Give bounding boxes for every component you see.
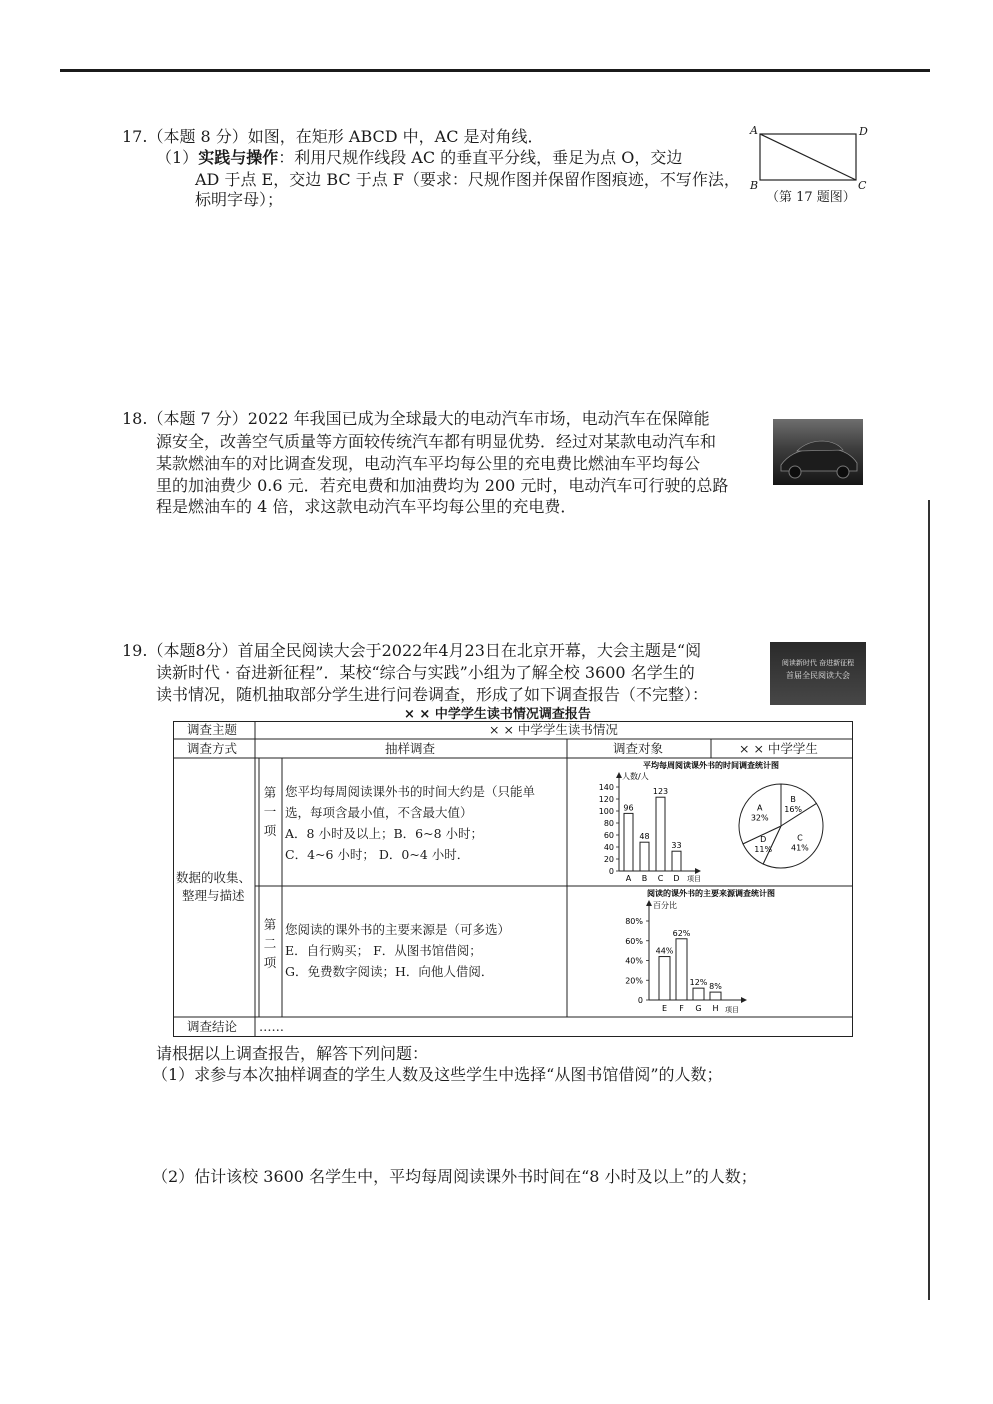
data-label-2: 整理与描述 [182, 888, 245, 903]
chart2-bar-E [659, 957, 670, 1000]
chart2-category-F: F [679, 1004, 684, 1013]
q19-part-1: （1）求参与本次抽样调查的学生人数及这些学生中选择“从图书馆借阅”的人数； [152, 1065, 723, 1084]
chart2-ytick-label: 80% [625, 917, 643, 926]
chart1-bar-value-D: 33 [671, 841, 682, 851]
chart1-x-arrow [695, 868, 701, 874]
q17-line-4: 标明字母）； [195, 190, 284, 209]
chart2-category-E: E [661, 1004, 668, 1013]
object-label: 调查对象 [613, 741, 664, 756]
report-title: × × 中学学生读书情况调查报告 [404, 707, 591, 722]
pie-value-C: 41% [791, 843, 809, 853]
chart2-ytick-label: 40% [625, 956, 643, 966]
item1-label [262, 783, 278, 840]
pie-label-A: A [756, 803, 763, 813]
chart1-bar-C [656, 797, 665, 871]
chart2-bar-value-G: 12% [689, 978, 708, 988]
item2-char-1: 第 [263, 917, 277, 932]
item2-char-3: 项 [263, 955, 277, 970]
chart1-category-B: B [641, 874, 648, 883]
q19-line-2: 读新时代 · 奋进新征程”．某校“综合与实践”小组为了解全校 3600 名学生的 [156, 663, 695, 682]
method-label: 调查方式 [187, 741, 238, 756]
chart1-ytick-label: 100 [598, 807, 614, 816]
source-survey-chart [569, 888, 853, 1016]
label-c: C [858, 179, 867, 192]
chart2-y-arrow [646, 900, 652, 906]
item1-q-line-1: 您平均每周阅读课外书的时间大约是（只能单 [285, 784, 536, 799]
item1-q-line-3: A．8 小时及以上；B．6~8 小时； [285, 826, 483, 841]
chart2-category-G: G [695, 1004, 702, 1013]
topic-label: 调查主题 [187, 722, 238, 737]
chart1-bar-B [640, 842, 649, 871]
chart2-ytick-label: 20% [625, 976, 643, 986]
chart1-category-A: A [625, 874, 632, 883]
q18-line-4: 里的加油费少 0.6 元．若充电费和加油费均为 200 元时，电动汽车可行驶的总路 [156, 476, 729, 495]
item1-char-3: 项 [263, 823, 277, 838]
page-edge-line [928, 500, 930, 1300]
q17-part1-num: （1） [156, 148, 199, 167]
q18-line-2: 源安全，改善空气质量等方面较传统汽车都有明显优势．经过对某款电动汽车和 [156, 432, 717, 451]
conclusion-value: …… [259, 1019, 284, 1034]
chart2-bar-value-E: 44% [655, 946, 674, 956]
chart1-category-C: C [657, 874, 664, 883]
method-value: 抽样调查 [385, 741, 436, 756]
data-label-1: 数据的收集、 [176, 870, 252, 885]
chart1-bar-A [624, 813, 633, 871]
q19-line-1: 19.（本题8分）首届全民阅读大会于2022年4月23日在北京开幕，大会主题是“阅 [122, 641, 702, 660]
pie-label-D: D [760, 834, 767, 844]
label-b: B [750, 179, 759, 192]
reading-conference-poster [770, 642, 866, 705]
item1-question [285, 781, 535, 865]
chart2-xlabel: 项目 [725, 1006, 739, 1014]
pie-value-D: 11% [754, 844, 773, 854]
chart1-ylabel: 人数/人 [622, 772, 649, 781]
chart1-xlabel: 项目 [687, 875, 701, 883]
q17-line-2 [156, 147, 682, 168]
label-a: A [750, 124, 758, 137]
q17-line-1: 17.（本题 8 分）如图，在矩形 ABCD 中，AC 是对角线． [122, 127, 544, 146]
item2-label [262, 915, 278, 972]
pie-value-B: 16% [784, 804, 803, 814]
item1-char-2: 一 [263, 804, 277, 819]
top-rule [60, 69, 930, 72]
q17-part1-bold: 实践与操作 [198, 148, 279, 167]
chart1-ytick-label: 20 [603, 855, 614, 864]
item2-q-line-1: 您阅读的课外书的主要来源是（可多选） [285, 922, 511, 937]
topic-value: × × 中学学生读书情况 [489, 722, 618, 737]
item2-q-line-3: G．免费数字阅读；H．向他人借阅． [285, 964, 494, 979]
chart1-ytick-label: 140 [598, 783, 614, 792]
chart2-category-H: H [712, 1004, 719, 1013]
chart1-ytick-label: 120 [598, 795, 614, 804]
chart2-x-arrow [741, 997, 747, 1003]
chart2-bar-G [693, 988, 704, 1000]
pie-label-C: C [797, 833, 803, 843]
poster-line-2: 首届全民阅读大会 [786, 671, 850, 680]
chart2-ylabel: 百分比 [653, 901, 677, 910]
chart1-bar-D [672, 851, 681, 871]
q17-line-3: AD 于点 E，交边 BC 于点 F（要求：尺规作图并保留作图痕迹，不写作法， [195, 170, 740, 189]
pie-label-B: B [790, 794, 796, 804]
car-illustration [773, 419, 863, 485]
chart2-bar-value-F: 62% [672, 928, 691, 938]
chart1-ytick-label: 40 [603, 843, 614, 852]
chart1-ytick-label: 60 [603, 831, 614, 840]
q19-ask: 请根据以上调查报告，解答下列问题： [156, 1044, 429, 1063]
survey-report-table [173, 721, 853, 1037]
figure-caption: （第 17 题图） [766, 190, 856, 205]
chart2-ytick-label: 0 [637, 996, 643, 1005]
chart2-title: 阅读的课外书的主要来源调查统计图 [647, 889, 775, 898]
rectangle-diagram [748, 124, 873, 186]
chart1-title: 平均每周阅读课外书的时间调查统计图 [643, 761, 779, 770]
chart2-ytick-label: 60% [625, 936, 643, 946]
pie-value-A: 32% [750, 813, 769, 823]
chart2-bar-F [676, 939, 687, 1000]
poster-line-1: 阅读新时代 奋进新征程 [781, 659, 855, 667]
q17-figure [748, 124, 873, 208]
diagonal-ac [760, 134, 856, 180]
item1-q-line-2: 选，每项含最小值，不含最大值） [285, 805, 473, 820]
chart2-bar-value-H: 8% [709, 982, 722, 992]
item1-q-line-4: C．4~6 小时； D．0~4 小时． [285, 847, 470, 862]
conclusion-label: 调查结论 [187, 1019, 238, 1034]
chart1-category-D: D [673, 874, 680, 883]
chart1-bar-value-C: 123 [652, 787, 669, 797]
time-survey-chart [569, 760, 853, 886]
chart1-ytick-label: 0 [608, 867, 614, 876]
item2-question [285, 919, 510, 982]
item2-q-line-2: E．自行购买； F．从图书馆借阅； [285, 943, 482, 958]
item1-char-1: 第 [263, 785, 277, 800]
chart1-ytick-label: 80 [603, 819, 614, 828]
electric-car-photo [773, 419, 863, 485]
chart2-bar-H [710, 992, 721, 1000]
q18-line-1: 18.（本题 7 分）2022 年我国已成为全球最大的电动汽车市场，电动汽车在保障能 [122, 409, 710, 428]
q18-line-3: 某款燃油车的对比调查发现，电动汽车平均每公里的充电费比燃油车平均每公 [156, 454, 701, 473]
q18-line-5: 程是燃油车的 4 倍，求这款电动汽车平均每公里的充电费． [156, 497, 577, 516]
q17-part1-text: ：利用尺规作线段 AC 的垂直平分线，垂足为点 O，交边 [278, 148, 683, 167]
chart1-bar-value-A: 96 [623, 803, 634, 813]
chart1-bar-value-B: 48 [639, 832, 650, 842]
item2-char-2: 二 [263, 936, 277, 951]
q19-part-2: （2）估计该校 3600 名学生中，平均每周阅读课外书时间在“8 小时及以上”的人数； [152, 1167, 757, 1186]
object-value: × × 中学学生 [739, 741, 818, 756]
q19-line-3: 读书情况，随机抽取部分学生进行问卷调查，形成了如下调查报告（不完整）： [156, 685, 709, 704]
label-d: D [859, 125, 868, 138]
